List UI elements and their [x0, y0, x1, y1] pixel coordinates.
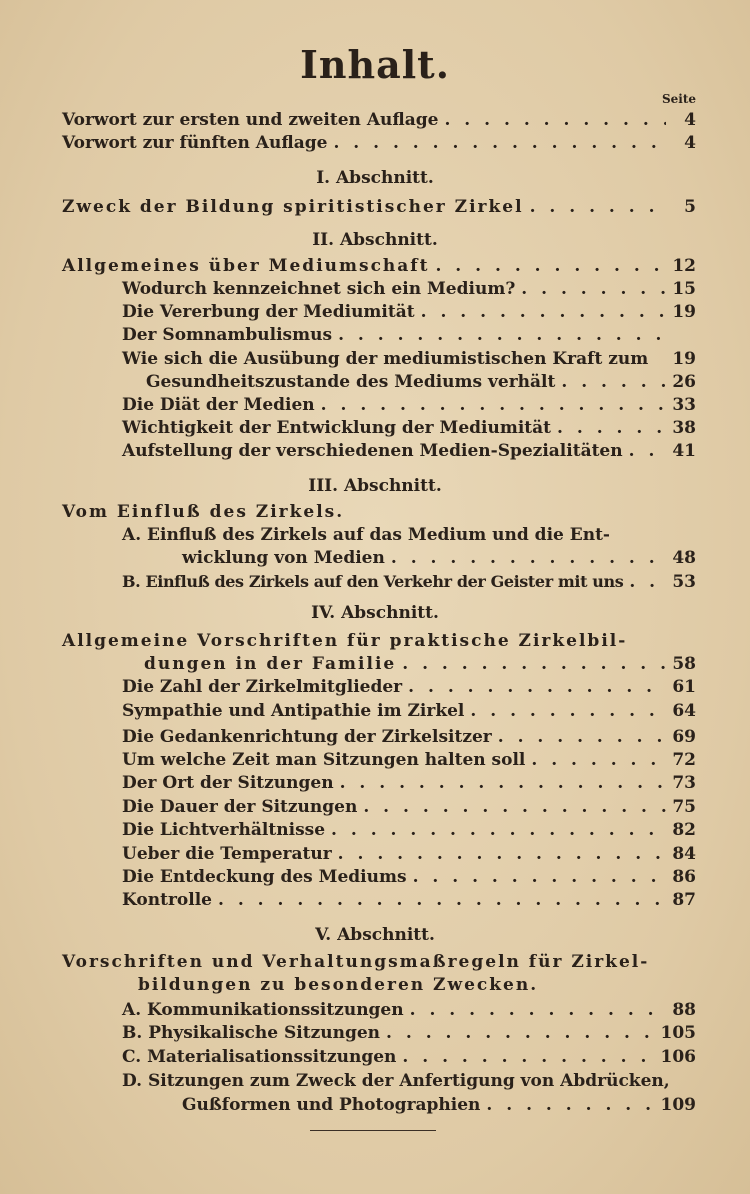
page-column-label: Seite: [661, 92, 696, 106]
toc-entry: Aufstellung der verschiedenen Medien-Spezialitäten . . . 41: [122, 441, 696, 465]
toc-entry: Vorschriften und Verhaltungsmaßregeln für Zirkel-: [62, 952, 650, 972]
section-heading: III. Abschnitt.: [308, 476, 442, 496]
section-heading: I. Abschnitt.: [316, 168, 434, 188]
section-heading: II. Abschnitt.: [312, 230, 438, 250]
toc-entry: Sympathie und Antipathie im Zirkel . . . 64: [122, 701, 696, 725]
toc-entry: Vorwort zur fünften Auflage . . . 4: [62, 133, 696, 157]
toc-entry: A. Kommunikationssitzungen . . . 88: [122, 1000, 696, 1024]
toc-entry: Gußformen und Photographien . . . 109: [182, 1095, 696, 1119]
toc-entry: Die Diät der Medien . . . 33: [122, 395, 696, 419]
toc-entry: Gesundheitszustande des Mediums verhält . . . 26: [146, 372, 696, 396]
toc-entry: Wie sich die Ausübung der mediumistischen Kraft zum 19: [122, 349, 696, 369]
toc-entry: Die Gedankenrichtung der Zirkelsitzer . . . 69: [122, 727, 696, 751]
toc-entry: Um welche Zeit man Sitzungen halten soll . . . 72: [122, 750, 696, 774]
toc-entry: A. Einfluß des Zirkels auf das Medium und die Ent-: [122, 525, 610, 545]
section-heading: IV. Abschnitt.: [311, 603, 439, 623]
toc-entry: dungen in der Familie . . . 58: [144, 654, 696, 678]
toc-entry: Wodurch kennzeichnet sich ein Medium? . . . 15: [122, 279, 696, 303]
closing-rule: [310, 1130, 436, 1131]
toc-entry: Vom Einfluß des Zirkels.: [62, 502, 345, 522]
toc-entry: Kontrolle . . . 87: [122, 890, 696, 914]
toc-entry: bildungen zu besonderen Zwecken.: [138, 975, 539, 995]
toc-entry: Die Lichtverhältnisse . . . 82: [122, 820, 696, 844]
toc-entry: wicklung von Medien . . . 48: [182, 548, 696, 572]
toc-entry: Wichtigkeit der Entwicklung der Mediumität . . . 38: [122, 418, 696, 442]
toc-entry: Vorwort zur ersten und zweiten Auflage . . . 4: [62, 110, 696, 134]
toc-entry: C. Materialisationssitzungen . . . 106: [122, 1047, 696, 1071]
toc-entry: Die Dauer der Sitzungen . . . 75: [122, 797, 696, 821]
section-heading: V. Abschnitt.: [315, 925, 435, 945]
toc-entry: Zweck der Bildung spiritistischer Zirkel . . . 5: [62, 197, 696, 221]
toc-entry: D. Sitzungen zum Zweck der Anfertigung von Abdrücken,: [122, 1071, 670, 1091]
toc-entry: Ueber die Temperatur . . . 84: [122, 844, 696, 868]
toc-entry: Der Somnambulismus . . .: [122, 325, 696, 349]
toc-entry: Die Zahl der Zirkelmitglieder . . . 61: [122, 677, 696, 701]
toc-entry: Allgemeine Vorschriften für praktische Zirkelbil-: [62, 631, 628, 651]
toc-entry: Der Ort der Sitzungen . . . 73: [122, 773, 696, 797]
toc-entry: B. Physikalische Sitzungen . . . 105: [122, 1023, 696, 1047]
page-title: Inhalt.: [300, 42, 450, 87]
toc-entry: Allgemeines über Mediumschaft . . . 12: [62, 256, 696, 280]
toc-entry: Die Vererbung der Mediumität . . . 19: [122, 302, 696, 326]
toc-entry: Die Entdeckung des Mediums . . . 86: [122, 867, 696, 891]
toc-entry: B. Einfluß des Zirkels auf den Verkehr der Geister mit uns . . . 53: [122, 572, 696, 596]
